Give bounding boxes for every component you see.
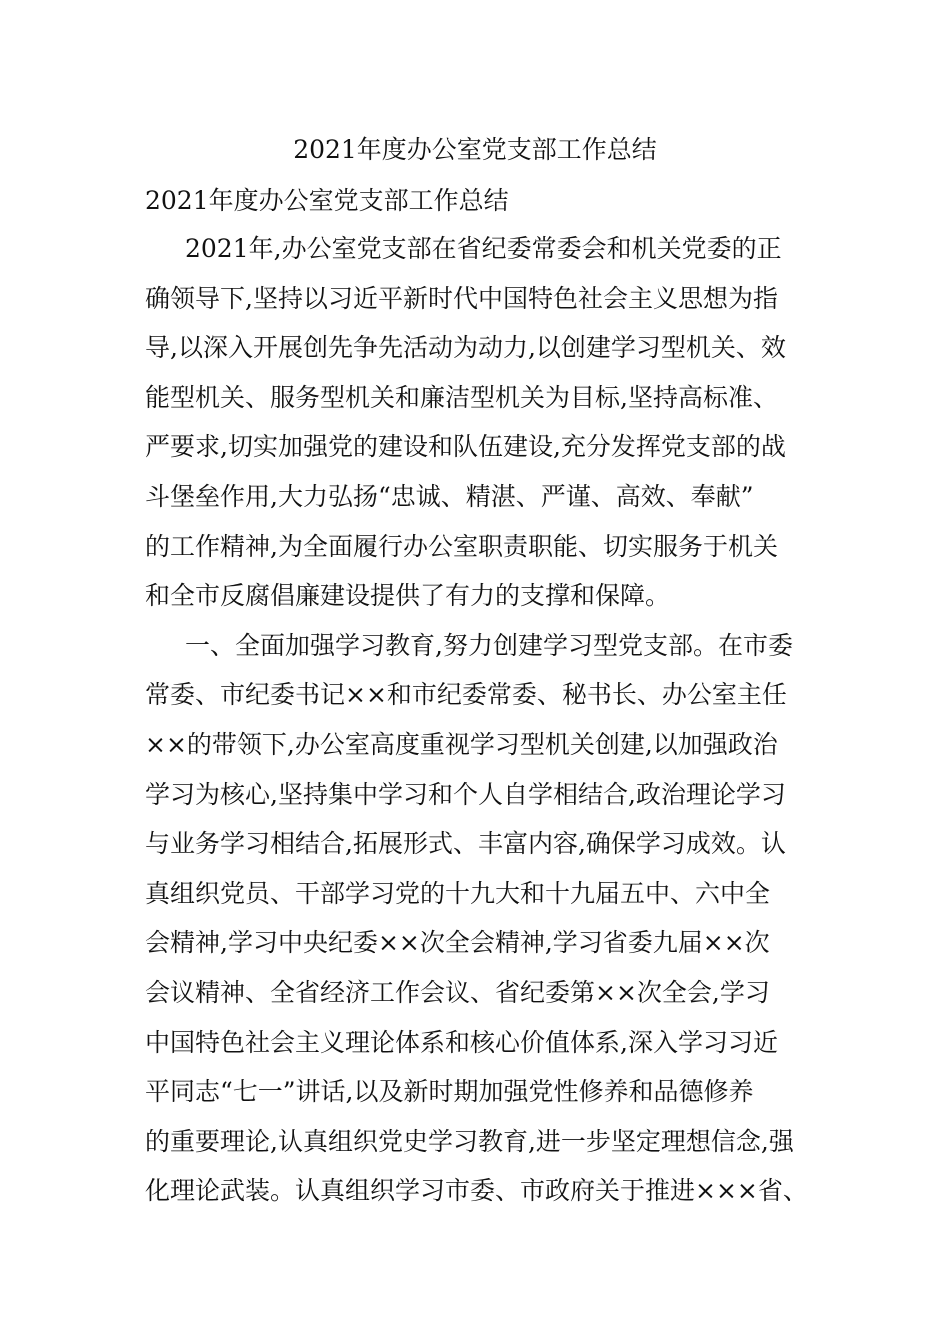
body-line: 的工作精神,为全面履行办公室职责职能、切实服务于机关	[145, 531, 778, 561]
document-title: 2021年度办公室党支部工作总结	[293, 135, 657, 164]
body-line: ××的带领下,办公室高度重视学习型机关创建,以加强政治	[145, 729, 778, 759]
body-line: 和全市反腐倡廉建设提供了有力的支撑和保障。	[145, 581, 671, 611]
body-line: 与业务学习相结合,拓展形式、丰富内容,确保学习成效。认	[145, 829, 786, 859]
document-subtitle: 2021年度办公室党支部工作总结	[145, 186, 509, 215]
body-line: 会议精神、全省经济工作会议、省纪委第××次全会,学习	[145, 977, 770, 1007]
body-line: 真组织党员、干部学习党的十九大和十九届五中、六中全	[145, 878, 771, 908]
body-text	[145, 229, 815, 1221]
body-line: 学习为核心,坚持集中学习和个人自学相结合,政治理论学习	[145, 779, 786, 809]
body-line: 一、全面加强学习教育,努力创建学习型党支部。在市委	[185, 630, 793, 660]
body-line: 2021年,办公室党支部在省纪委常委会和机关党委的正	[185, 234, 782, 263]
body-line: 能型机关、服务型机关和廉洁型机关为目标,坚持高标准、	[145, 382, 778, 412]
body-line: 确领导下,坚持以习近平新时代中国特色社会主义思想为指	[145, 283, 778, 313]
body-line: 平同志“七一”讲话,以及新时期加强党性修养和品德修养	[145, 1077, 754, 1107]
body-line: 斗堡垒作用,大力弘扬“忠诚、精湛、严谨、高效、奉献”	[145, 481, 754, 511]
body-line: 的重要理论,认真组织党史学习教育,进一步坚定理想信念,强	[145, 1126, 794, 1156]
body-line: 中国特色社会主义理论体系和核心价值体系,深入学习习近	[145, 1027, 778, 1057]
body-line: 导,以深入开展创先争先活动为动力,以创建学习型机关、效	[145, 333, 786, 363]
body-line: 化理论武装。认真组织学习市委、市政府关于推进×××省、	[145, 1176, 808, 1206]
body-line: 会精神,学习中央纪委××次全会精神,学习省委九届××次	[145, 928, 770, 958]
body-line: 严要求,切实加强党的建设和队伍建设,充分发挥党支部的战	[145, 432, 786, 462]
body-line: 常委、市纪委书记××和市纪委常委、秘书长、办公室主任	[145, 680, 787, 710]
